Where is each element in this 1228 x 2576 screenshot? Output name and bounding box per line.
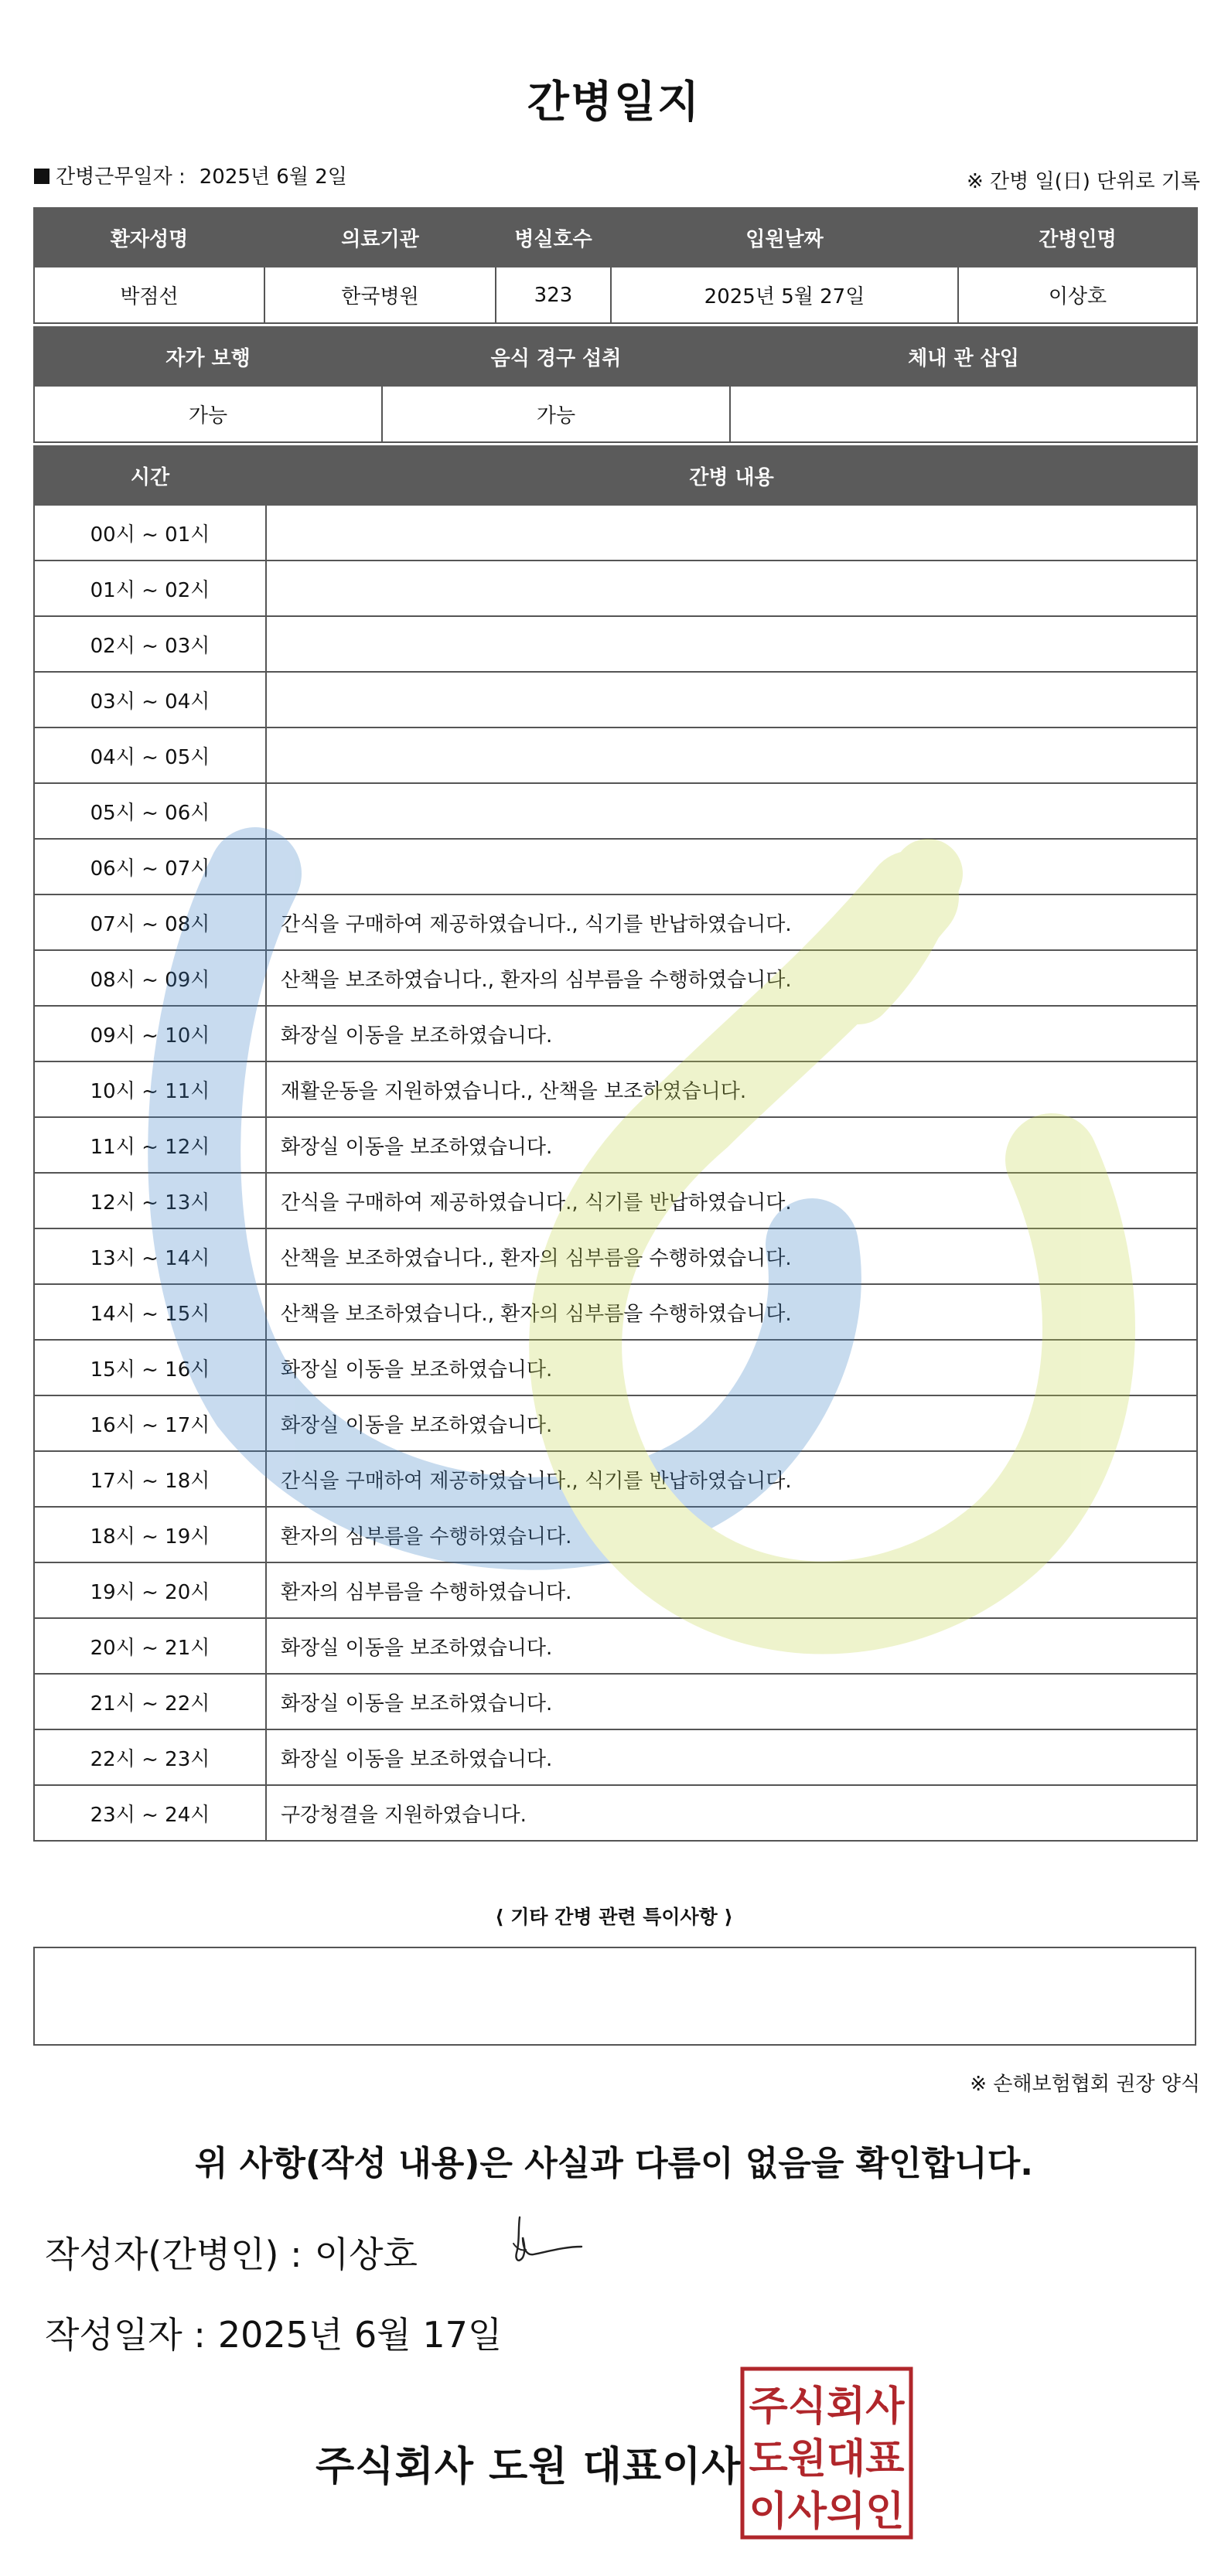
care-content: 간식을 구매하여 제공하였습니다., 식기를 반납하였습니다. <box>266 1451 1197 1507</box>
time-slot: 01시 ~ 02시 <box>34 561 266 616</box>
care-content: 간식을 구매하여 제공하였습니다., 식기를 반납하였습니다. <box>266 1173 1197 1228</box>
written-date-line <box>45 2307 502 2358</box>
patient-name: 박점선 <box>34 267 264 323</box>
confirmation-statement: 위 사항(작성 내용)은 사실과 다름이 없음을 확인합니다. <box>195 2144 1033 2183</box>
care-content <box>266 561 1197 616</box>
care-log-row <box>34 839 1197 894</box>
work-date <box>34 161 347 189</box>
header-admission-date: 입원날짜 <box>611 208 958 267</box>
care-content: 화장실 이동을 보조하였습니다. <box>266 1006 1197 1061</box>
notes-title: ⟨ 기타 간병 관련 특이사항 ⟩ <box>495 1906 733 1928</box>
time-slot: 05시 ~ 06시 <box>34 783 266 839</box>
care-log-row <box>34 1117 1197 1173</box>
oral-intake-value: 가능 <box>382 386 730 442</box>
time-slot: 21시 ~ 22시 <box>34 1674 266 1729</box>
seal-line-3: 이사의인 <box>749 2489 905 2535</box>
care-log-row <box>34 1395 1197 1451</box>
time-slot: 18시 ~ 19시 <box>34 1507 266 1562</box>
header-time: 시간 <box>34 446 266 505</box>
care-log-row <box>34 1507 1197 1562</box>
care-log-row <box>34 1451 1197 1507</box>
care-content: 화장실 이동을 보조하였습니다. <box>266 1395 1197 1451</box>
header-oral-intake: 음식 경구 섭취 <box>382 327 730 386</box>
time-slot: 10시 ~ 11시 <box>34 1061 266 1117</box>
care-log-row <box>34 894 1197 950</box>
header-tube-insertion: 체내 관 삽입 <box>730 327 1197 386</box>
care-log-row <box>34 1618 1197 1674</box>
care-log-row <box>34 1006 1197 1061</box>
patient-status-header-row <box>34 327 1197 386</box>
header-patient-name: 환자성명 <box>34 208 264 267</box>
header-hospital: 의료기관 <box>264 208 496 267</box>
care-content: 산책을 보조하였습니다., 환자의 심부름을 수행하였습니다. <box>266 1228 1197 1284</box>
caregiver-name: 이상호 <box>958 267 1197 323</box>
care-content: 환자의 심부름을 수행하였습니다. <box>266 1562 1197 1618</box>
special-notes-box <box>33 1947 1196 2046</box>
care-content: 산책을 보조하였습니다., 환자의 심부름을 수행하였습니다. <box>266 1284 1197 1340</box>
time-slot: 19시 ~ 20시 <box>34 1562 266 1618</box>
company-seal-stamp <box>739 2366 914 2540</box>
time-slot: 00시 ~ 01시 <box>34 505 266 561</box>
writer-line <box>45 2227 418 2278</box>
patient-status-value-row <box>34 386 1197 442</box>
time-slot: 16시 ~ 17시 <box>34 1395 266 1451</box>
care-content: 구강청결을 지원하였습니다. <box>266 1785 1197 1841</box>
care-log-row <box>34 1061 1197 1117</box>
time-slot: 06시 ~ 07시 <box>34 839 266 894</box>
seal-line-1: 주식회사 <box>749 2383 905 2430</box>
self-walking-value: 가능 <box>34 386 382 442</box>
care-content <box>266 505 1197 561</box>
care-content: 화장실 이동을 보조하였습니다. <box>266 1117 1197 1173</box>
care-content: 환자의 심부름을 수행하였습니다. <box>266 1507 1197 1562</box>
care-content <box>266 672 1197 727</box>
time-slot: 12시 ~ 13시 <box>34 1173 266 1228</box>
care-log-row <box>34 1674 1197 1729</box>
time-slot: 14시 ~ 15시 <box>34 1284 266 1340</box>
care-content: 간식을 구매하여 제공하였습니다., 식기를 반납하였습니다. <box>266 894 1197 950</box>
care-log-row <box>34 505 1197 561</box>
form-recommendation-note: ※ 손해보험협회 권장 양식 <box>970 2073 1200 2096</box>
writer-name: 이상호 <box>314 2234 418 2275</box>
care-log-row <box>34 1785 1197 1841</box>
care-log-row <box>34 1228 1197 1284</box>
care-log-row <box>34 1729 1197 1785</box>
time-slot: 15시 ~ 16시 <box>34 1340 266 1395</box>
care-log-table <box>33 445 1198 1842</box>
care-content: 화장실 이동을 보조하였습니다. <box>266 1729 1197 1785</box>
company-representative: 주식회사 도원 대표이사 <box>316 2444 742 2490</box>
care-log-header-row <box>34 446 1197 505</box>
time-slot: 22시 ~ 23시 <box>34 1729 266 1785</box>
patient-status-table <box>33 326 1198 443</box>
patient-info-table <box>33 207 1198 324</box>
care-log-row <box>34 561 1197 616</box>
written-date-value: 2025년 6월 17일 <box>217 2314 503 2356</box>
time-slot: 03시 ~ 04시 <box>34 672 266 727</box>
written-date-label: 작성일자 : <box>45 2314 206 2356</box>
work-date-value: 2025년 6월 2일 <box>199 165 347 189</box>
patient-info-header-row <box>34 208 1197 267</box>
patient-info-value-row <box>34 267 1197 323</box>
care-log-body <box>34 505 1197 1841</box>
time-slot: 23시 ~ 24시 <box>34 1785 266 1841</box>
tube-insertion-value <box>730 386 1197 442</box>
care-log-row <box>34 950 1197 1006</box>
time-slot: 09시 ~ 10시 <box>34 1006 266 1061</box>
care-log-row <box>34 783 1197 839</box>
care-log-row <box>34 1340 1197 1395</box>
header-self-walking: 자가 보행 <box>34 327 382 386</box>
daily-unit-note: ※ 간병 일(日) 단위로 기록 <box>966 170 1200 193</box>
care-content: 화장실 이동을 보조하였습니다. <box>266 1340 1197 1395</box>
header-room-number: 병실호수 <box>496 208 611 267</box>
care-log-row <box>34 1173 1197 1228</box>
square-bullet-icon <box>34 169 49 184</box>
page-title: 간병일지 <box>527 77 701 128</box>
time-slot: 17시 ~ 18시 <box>34 1451 266 1507</box>
writer-label: 작성자(간병인) : <box>45 2234 302 2275</box>
room-number: 323 <box>496 267 611 323</box>
care-content <box>266 839 1197 894</box>
time-slot: 20시 ~ 21시 <box>34 1618 266 1674</box>
care-content: 산책을 보조하였습니다., 환자의 심부름을 수행하였습니다. <box>266 950 1197 1006</box>
care-log-row <box>34 616 1197 672</box>
time-slot: 04시 ~ 05시 <box>34 727 266 783</box>
care-content <box>266 727 1197 783</box>
care-log-row <box>34 1562 1197 1618</box>
header-care-content: 간병 내용 <box>266 446 1197 505</box>
hospital-name: 한국병원 <box>264 267 496 323</box>
header-caregiver-name: 간병인명 <box>958 208 1197 267</box>
care-content: 화장실 이동을 보조하였습니다. <box>266 1618 1197 1674</box>
time-slot: 08시 ~ 09시 <box>34 950 266 1006</box>
care-content <box>266 616 1197 672</box>
care-log-row <box>34 672 1197 727</box>
time-slot: 07시 ~ 08시 <box>34 894 266 950</box>
seal-line-2: 도원대표 <box>749 2436 905 2482</box>
signature-image <box>503 2213 588 2274</box>
admission-date: 2025년 5월 27일 <box>611 267 958 323</box>
care-log-row <box>34 1284 1197 1340</box>
work-date-label: 간병근무일자 : <box>56 165 186 189</box>
time-slot: 13시 ~ 14시 <box>34 1228 266 1284</box>
time-slot: 11시 ~ 12시 <box>34 1117 266 1173</box>
care-content: 재활운동을 지원하였습니다., 산책을 보조하였습니다. <box>266 1061 1197 1117</box>
care-content <box>266 783 1197 839</box>
time-slot: 02시 ~ 03시 <box>34 616 266 672</box>
care-content: 화장실 이동을 보조하였습니다. <box>266 1674 1197 1729</box>
care-log-row <box>34 727 1197 783</box>
